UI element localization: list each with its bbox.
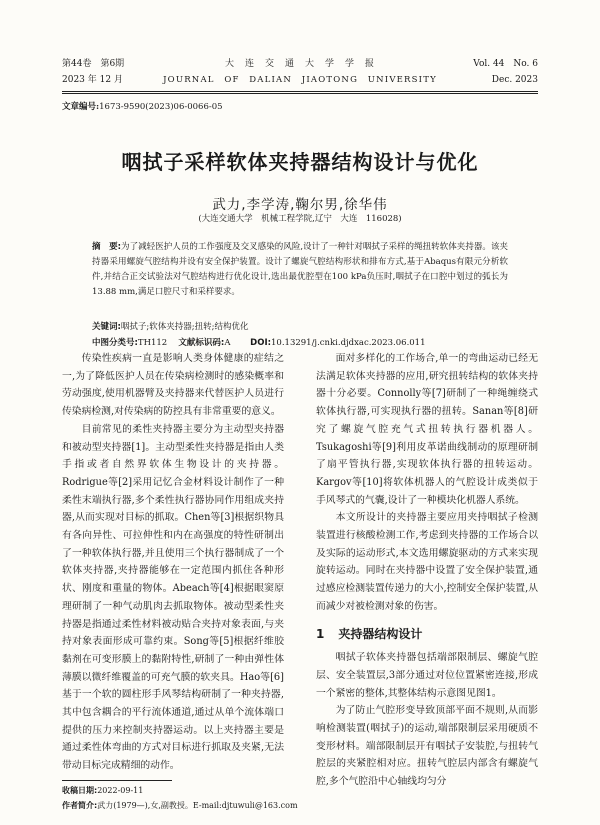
keywords-text: 咽拭子;软体夹持器;扭转;结构优化 — [120, 322, 249, 332]
section-heading — [316, 626, 538, 644]
article-number-value: 1673-9590(2023)06-0066-05 — [99, 102, 223, 112]
article-number — [62, 100, 223, 112]
affiliation: (大连交通大学 机械工程学院,辽宁 大连 116028) — [198, 214, 402, 224]
received-date: 2022-09-11 — [97, 786, 144, 795]
doc-code-label: 文献标识码: — [178, 338, 225, 348]
footnote-rule — [62, 780, 172, 781]
header-rule-top — [62, 91, 538, 92]
clc-value: TH112 — [137, 338, 168, 348]
author-info-label: 作者简介: — [62, 801, 98, 810]
doc-code-value: A — [224, 338, 231, 348]
abstract-text: 为了减轻医护人员的工作强度及交叉感染的风险,设计了一种针对咽拭子采样的绳扭转软体夹持器。该夹持器采用螺旋气腔结构并设有安全保护装置。设计了螺旋气腔结构形状和排布方式,基于Abaqus有限元分析软件,并结合正交试验法对气腔结构进行优化设计,选出最优腔型在100 kPa负压时,咽拭子在口腔中划过的弧长为13.88 mm,满足口腔尺寸和采样要求。 — [92, 242, 508, 297]
publication-date: 2023 年 12 月 — [62, 75, 123, 85]
body-column-right — [316, 350, 538, 791]
abstract — [92, 240, 508, 300]
footnote-received — [62, 785, 538, 796]
header-rule-bottom — [62, 93, 538, 94]
body-paragraph: 目前常见的柔性夹持器主要分为主动型夹持器和被动型夹持器[1]。主动型柔性夹持器是指由人类手指或者自然界软体生物设计的夹持器。Rodrigue等[2]采用记忆合金材料设计制作了一种柔性末端执行器,多个柔性执行器协同作用组成夹持器,从而实现对目标的抓取。Chen等[3]根据织物具有各向异性、可拉伸性和内在高强度的特性研制出了一种软体执行器,并且使用三个执行器制成了一个软体夹持器,夹持器能够在一定范围内抓住各种形状、刚度和重量的物体。Abeach等[4]根据眼窦原理研制了一种气动肌肉去抓取物体。被动型柔性夹持器是指通过柔性材料被动贴合夹持对象表面,与夹持对象表面形成可靠约束。Song等[5]根据纤维胶黏剂在可变形膜上的黏附特性,研制了一种由弹性体薄膜以微纤维覆盖的可充气膜的软夹具。Hao等[6]基于一个软的圆柱形手风琴结构研制了一种夹持器,其中包含耦合的平行流体通道,通过从单个流体端口提供的压力来控制夹持器运动。以上夹持器主要是通过柔性体弯曲的方式对目标进行抓取及夹紧,无法带动目标完成精细的动作。 — [62, 423, 284, 772]
author-info: 武力(1979—),女,副教授。E-mail:djtuwuli@163.com — [97, 801, 298, 810]
keywords-label: 关键词: — [92, 322, 121, 332]
author-list: 武力,李学涛,鞠尔男,徐华伟 — [212, 197, 388, 213]
running-header — [62, 56, 538, 90]
body-paragraph: 为了防止气腔形变导致顶部平面不规则,从而影响检测装置(咽拭子)的运动,端部限制层采用硬质不变形材料。端部限制层开有咽拭子安装腔,与扭转气腔层的夹紧腔相对应。扭转气腔层内部含有螺旋气腔,多个气腔沿中心轴线均匀分 — [316, 705, 538, 788]
header-right — [473, 56, 538, 88]
volume-issue: 第44卷 第6期 — [62, 59, 125, 69]
article-number-label: 文章编号: — [62, 102, 100, 112]
body-paragraph: 本文所设计的夹持器主要应用夹持咽拭子检测装置进行核酸检测工作,考虑到夹持器的工作场合以及实际的运动形式,本文选用螺旋驱动的方式来实现旋转运动。同时在夹持器中设置了安全保护装置,通过感应检测装置传递力的大小,控制安全保护装置,从而减少对被检测对象的伤害。 — [316, 512, 538, 612]
keywords — [92, 320, 508, 332]
paper-title: 咽拭子采样软体夹持器结构设计与优化 — [121, 150, 479, 174]
header-center — [62, 56, 538, 88]
body-paragraph: 传染性疾病一直是影响人类身体健康的症结之一,为了降低医护人员在传染病检测时的感染概率和劳动强度,使用机器臂及夹持器来代替医护人员进行传染病检测,对传染病的防控具有非常重要的意义。 — [62, 353, 284, 418]
clc-label: 中图分类号: — [92, 338, 138, 348]
footnote-author — [62, 800, 538, 811]
section-title: 夹持器结构设计 — [338, 626, 423, 641]
body-column-left — [62, 350, 284, 775]
publication-date-en: Dec. 2023 — [491, 75, 538, 85]
body-paragraph: 咽拭子软体夹持器包括端部限制层、螺旋气腔层、安全装置层,3部分通过对位位置紧密连接,形成一个紧密的整体,其整体结构示意图见图1。 — [316, 652, 538, 699]
doi-label: DOI: — [250, 338, 272, 348]
journal-name-cn: 大 连 交 通 大 学 学 报 — [224, 59, 375, 69]
classification-line — [92, 336, 508, 348]
body-paragraph: 面对多样化的工作场合,单一的弯曲运动已经无法满足软体夹持器的应用,研究扭转结构的软体夹持器十分必要。Connolly等[7]研制了一种绳缠绕式软体执行器,可实现执行器的扭转。Sanan等[8]研究了螺旋气腔充气式扭转执行器机器人。Tsukagoshi等[9]利用皮革诺曲线制动的原理研制了扇平管执行器,实现软体执行器的扭转运动。Kargov等[10]将软体机器人的气腔设计成类似于手风琴式的气囊,设计了一种模块化机器人系统。 — [316, 353, 538, 506]
journal-name-en: JOURNAL OF DALIAN JIAOTONG UNIVERSITY — [163, 75, 437, 85]
section-number: 1 — [316, 626, 325, 641]
received-label: 收稿日期: — [62, 786, 98, 795]
abstract-label: 摘 要: — [92, 242, 122, 252]
volume-issue-en: Vol. 44 No. 6 — [473, 59, 538, 69]
doi-value[interactable]: 10.13291/j.cnki.djdxac.2023.06.011 — [271, 338, 426, 348]
